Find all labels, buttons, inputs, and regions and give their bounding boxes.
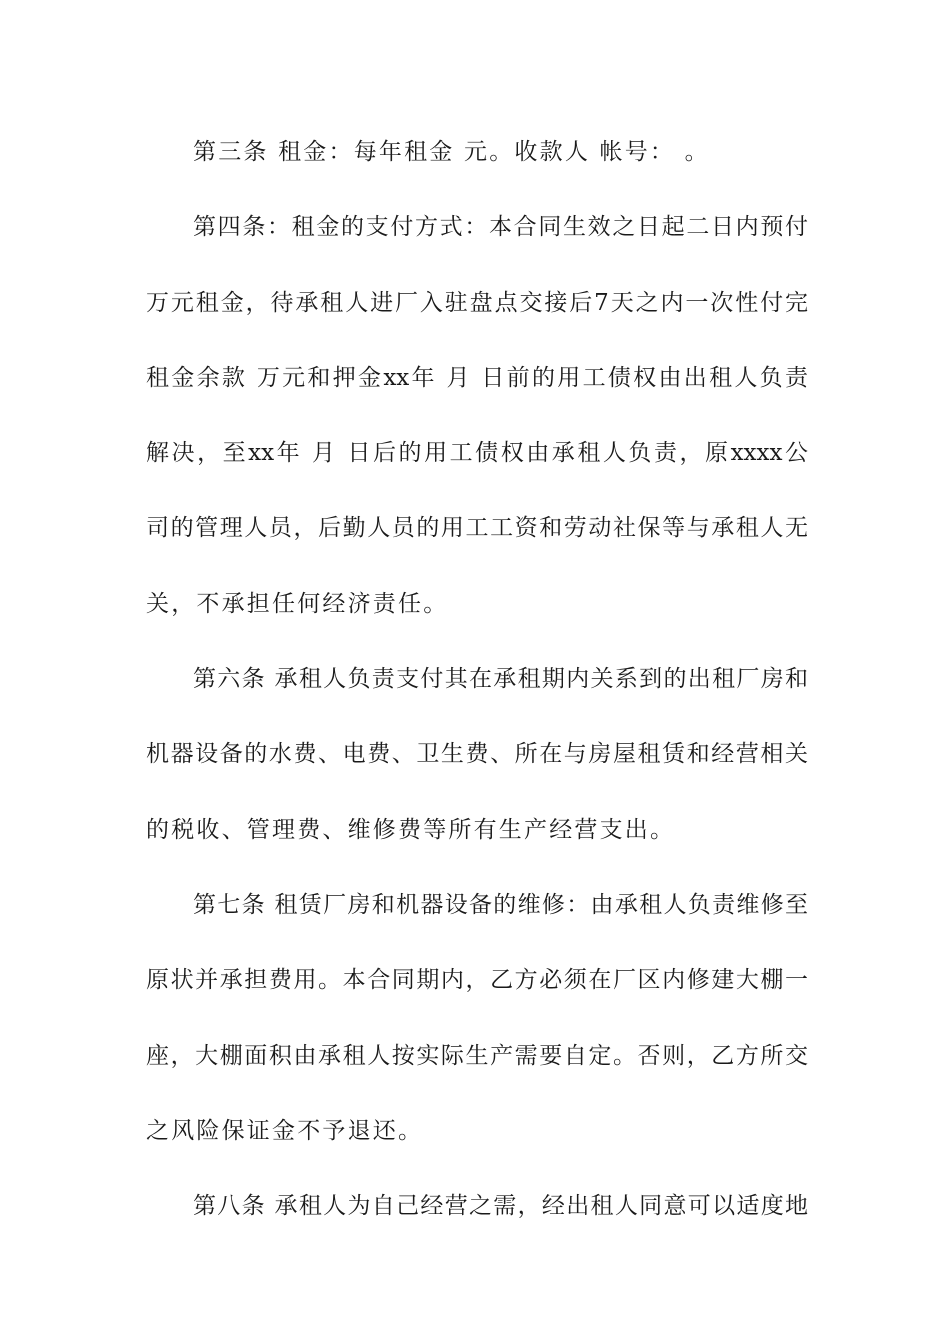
article-4-line-3: 租金余款 万元和押金xx年 月 日前的用工债权由出租人负责 [146, 364, 808, 391]
article-4-line-4: 解决，至xx年 月 日后的用工债权由承租人负责，原xxxx公 [146, 440, 808, 467]
article-7-line-3: 座，大棚面积由承租人按实际生产需要自定。否则，乙方所交 [146, 1042, 808, 1069]
article-7-line-2: 原状并承担费用。本合同期内，乙方必须在厂区内修建大棚一 [146, 967, 808, 994]
article-6-line-2: 机器设备的水费、电费、卫生费、所在与房屋租赁和经营相关 [146, 741, 808, 768]
article-8-line-1: 第八条 承租人为自己经营之需，经出租人同意可以适度地 [193, 1193, 808, 1220]
article-7-line-4: 之风险保证金不予退还。 [146, 1117, 424, 1144]
article-6-line-1: 第六条 承租人负责支付其在承租期内关系到的出租厂房和 [193, 666, 808, 693]
document-body [146, 122, 808, 1251]
article-4-line-1: 第四条：租金的支付方式：本合同生效之日起二日内预付 [193, 214, 808, 241]
article-7-line-1: 第七条 租赁厂房和机器设备的维修：由承租人负责维修至 [193, 891, 808, 918]
article-6-line-3: 的税收、管理费、维修费等所有生产经营支出。 [146, 816, 676, 843]
article-4-line-6: 关，不承担任何经济责任。 [146, 590, 449, 617]
article-4-line-2: 万元租金，待承租人进厂入驻盘点交接后7天之内一次性付完 [146, 289, 808, 316]
article-4-line-5: 司的管理人员，后勤人员的用工工资和劳动社保等与承租人无 [146, 515, 808, 542]
article-3-line-1: 第三条 租金：每年租金 元。收款人 帐号： 。 [193, 139, 710, 165]
